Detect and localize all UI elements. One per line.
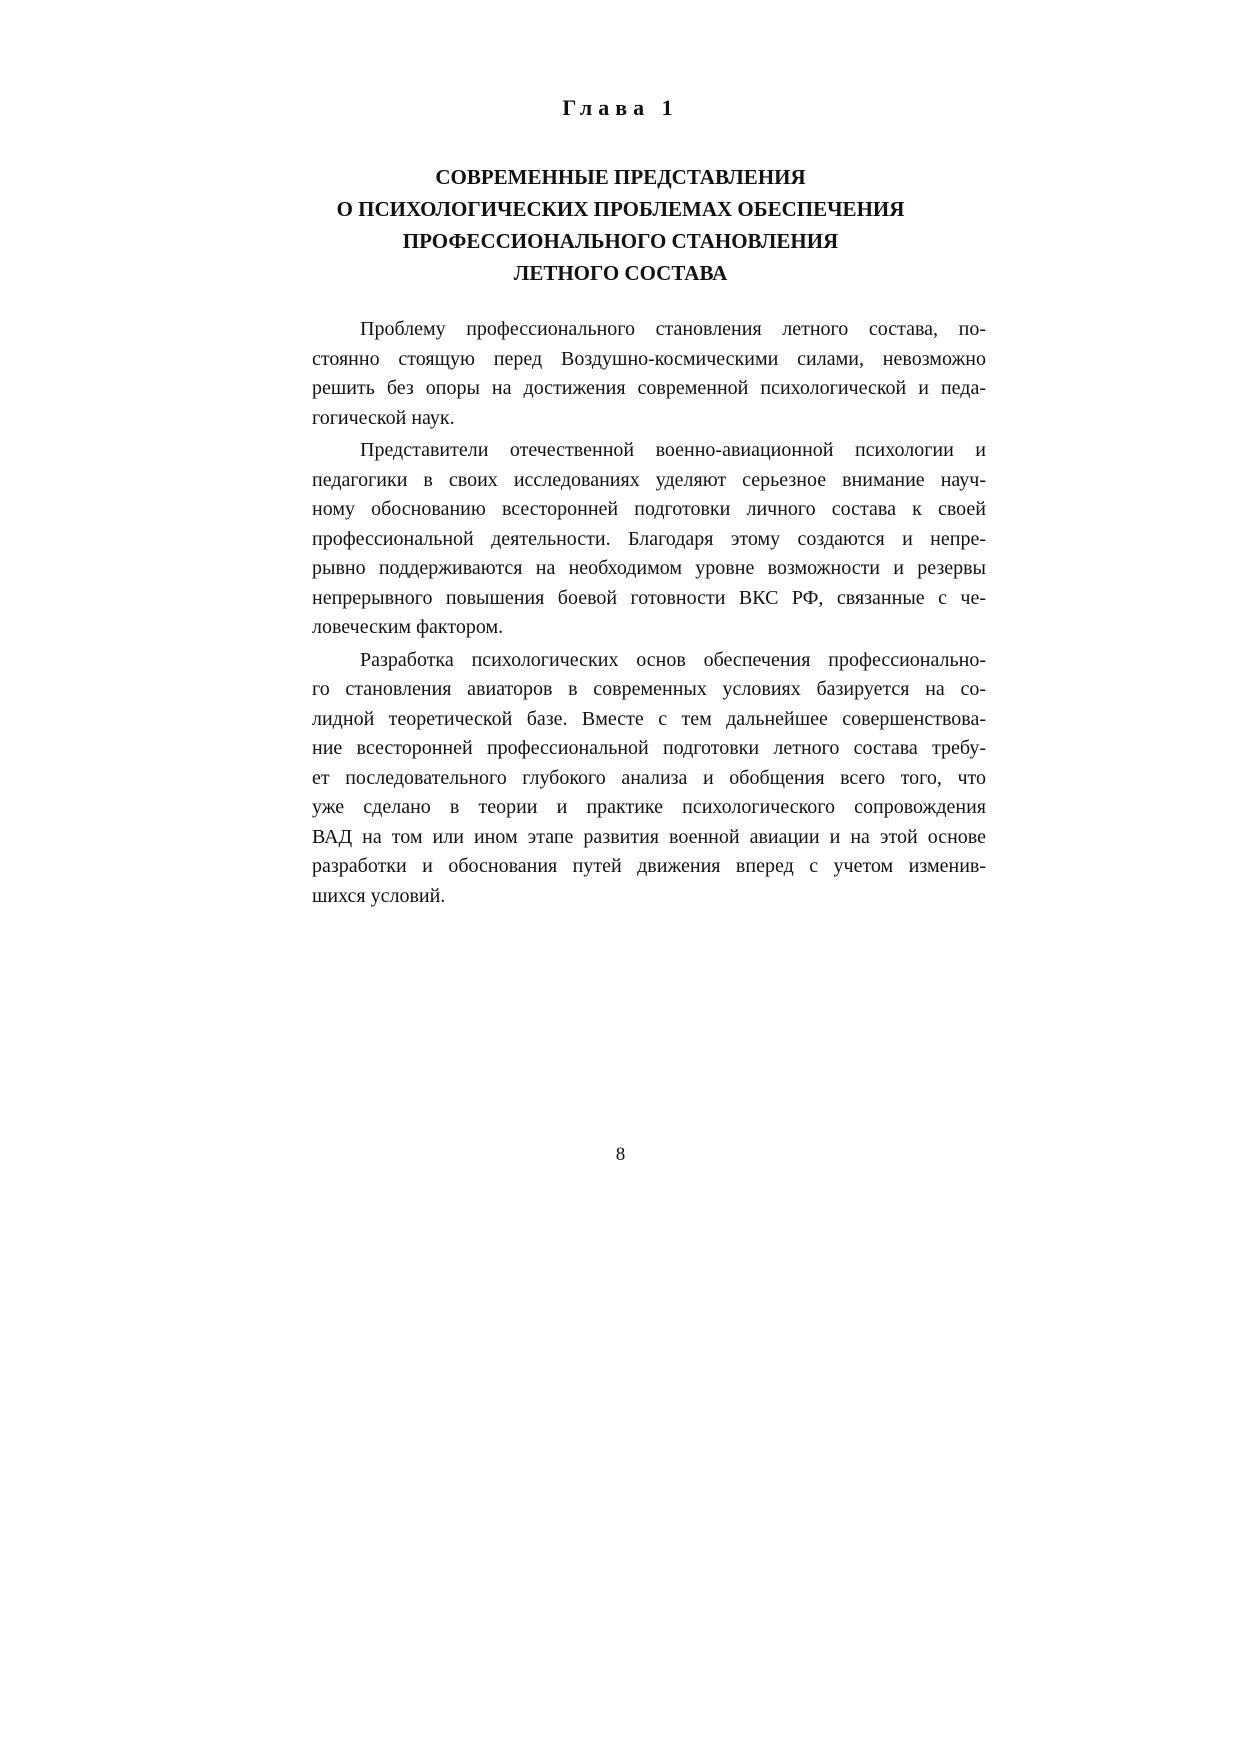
text-line: решить без опоры на достижения современной психологической и педа- [312, 377, 986, 399]
chapter-title-line: ЛЕТНОГО СОСТАВА [513, 261, 728, 285]
text-line: ловеческим фактором. [312, 616, 504, 638]
text-line: профессиональной деятельности. Благодаря этому создаются и непре- [312, 527, 986, 550]
text-line: Проблему профессионального становления летного состава, по- [360, 318, 986, 340]
chapter-title-line: О ПСИХОЛОГИЧЕСКИХ ПРОБЛЕМАХ ОБЕСПЕЧЕНИЯ [336, 197, 905, 221]
text-line: ет последовательного глубокого анализа и обобщения всего того, что [312, 766, 986, 789]
chapter-title [0, 161, 1241, 289]
paragraph-3 [312, 646, 986, 912]
text-line: Разработка психологических основ обеспечения профессионально- [360, 648, 986, 671]
chapter-title-line: ПРОФЕССИОНАЛЬНОГО СТАНОВЛЕНИЯ [402, 229, 839, 253]
text-line: стоянно стоящую перед Воздушно-космическими силами, невозможно [312, 347, 986, 370]
paragraph-1 [312, 315, 986, 433]
text-line: Представители отечественной военно-авиационной психологии и [360, 439, 986, 461]
text-line: ному обоснованию всесторонней подготовки личного состава к своей [312, 498, 986, 520]
text-line: го становления авиаторов в современных условиях базируется на со- [312, 678, 986, 700]
text-line: уже сделано в теории и практике психологического сопровождения [312, 796, 986, 818]
text-line: рывно поддерживаются на необходимом уровне возможности и резервы [312, 557, 986, 579]
text-line: педагогики в своих исследованиях уделяют серьезное внимание науч- [312, 468, 986, 491]
chapter-title-line: СОВРЕМЕННЫЕ ПРЕДСТАВЛЕНИЯ [435, 165, 806, 189]
text-line: лидной теоретической базе. Вместе с тем дальнейшее совершенствова- [312, 707, 986, 730]
text-line: ВАД на том или ином этапе развития военной авиации и на этой основе [312, 825, 986, 848]
text-line: ние всесторонней профессиональной подготовки летного состава требу- [312, 737, 986, 759]
text-line: гогической наук. [312, 406, 455, 429]
paragraph-2 [312, 436, 986, 643]
page-number: 8 [615, 1144, 626, 1165]
text-line: непрерывного повышения боевой готовности ВКС РФ, связанные с че- [312, 586, 986, 609]
body-text [312, 315, 986, 914]
text-line: разработки и обоснования путей движения вперед с учетом изменив- [312, 855, 986, 877]
chapter-label: Глава 1 [562, 95, 679, 120]
text-line: шихся условий. [312, 884, 446, 907]
